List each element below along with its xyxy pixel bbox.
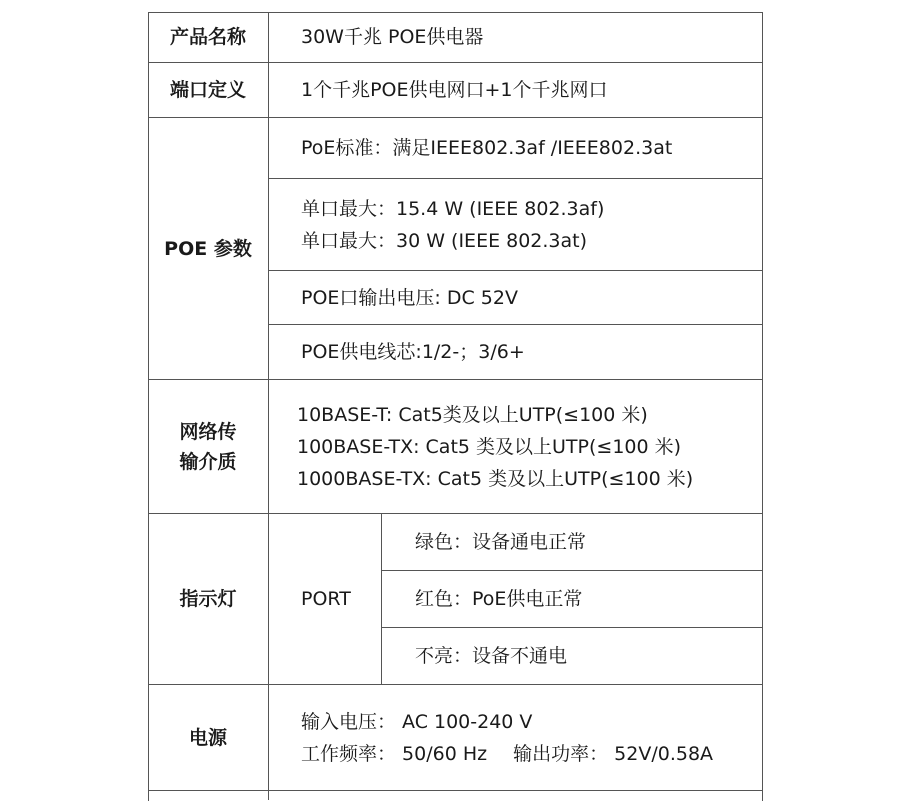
row-divider bbox=[148, 790, 762, 791]
power-cell bbox=[269, 685, 761, 790]
poe-max-power-cell bbox=[269, 179, 761, 270]
power-frequency: 工作频率： 50/60 Hz bbox=[301, 742, 488, 765]
indicator-off-value: 不亮：设备不通电 bbox=[415, 645, 568, 667]
poe-max-af-value: 单口最大：15.4 W (IEEE 802.3af) bbox=[301, 197, 605, 220]
poe-pins-value: POE供电线芯:1/2-；3/6+ bbox=[301, 341, 525, 363]
poe-output-voltage-value: POE口输出电压: DC 52V bbox=[301, 286, 518, 309]
indicator-port-label: PORT bbox=[301, 588, 351, 610]
medium-100base-tx: 100BASE-TX: Cat5 类及以上UTP(≤100 米) bbox=[297, 435, 682, 458]
port-definition-value: 1个千兆POE供电网口+1个千兆网口 bbox=[301, 79, 608, 101]
product-name-value: 30W千兆 POE供电器 bbox=[301, 26, 484, 48]
medium-1000base-tx: 1000BASE-TX: Cat5 类及以上UTP(≤100 米) bbox=[297, 467, 694, 490]
network-medium-cell bbox=[269, 380, 761, 513]
power-freq-output-line bbox=[301, 738, 713, 770]
product-name-label: 产品名称 bbox=[169, 26, 246, 48]
power-label: 电源 bbox=[188, 726, 227, 749]
poe-max-at-value: 单口最大：30 W (IEEE 802.3at) bbox=[301, 229, 588, 252]
indicator-label: 指示灯 bbox=[179, 588, 237, 610]
power-input-voltage: 输入电压： AC 100-240 V bbox=[301, 710, 533, 733]
poe-params-label: POE 参数 bbox=[164, 237, 252, 260]
port-definition-label: 端口定义 bbox=[169, 79, 246, 101]
indicator-red-value: 红色：PoE供电正常 bbox=[415, 588, 583, 610]
poe-standard-value: PoE标准：满足IEEE802.3af /IEEE802.3at bbox=[301, 137, 673, 159]
network-medium-label bbox=[148, 380, 268, 513]
indicator-green-value: 绿色：设备通电正常 bbox=[415, 531, 587, 553]
medium-10base-t: 10BASE-T: Cat5类及以上UTP(≤100 米) bbox=[297, 403, 648, 426]
network-medium-label-line2: 输介质 bbox=[179, 450, 237, 473]
network-medium-label-line1: 网络传 bbox=[179, 420, 237, 443]
power-output: 输出功率： 52V/0.58A bbox=[513, 742, 714, 765]
